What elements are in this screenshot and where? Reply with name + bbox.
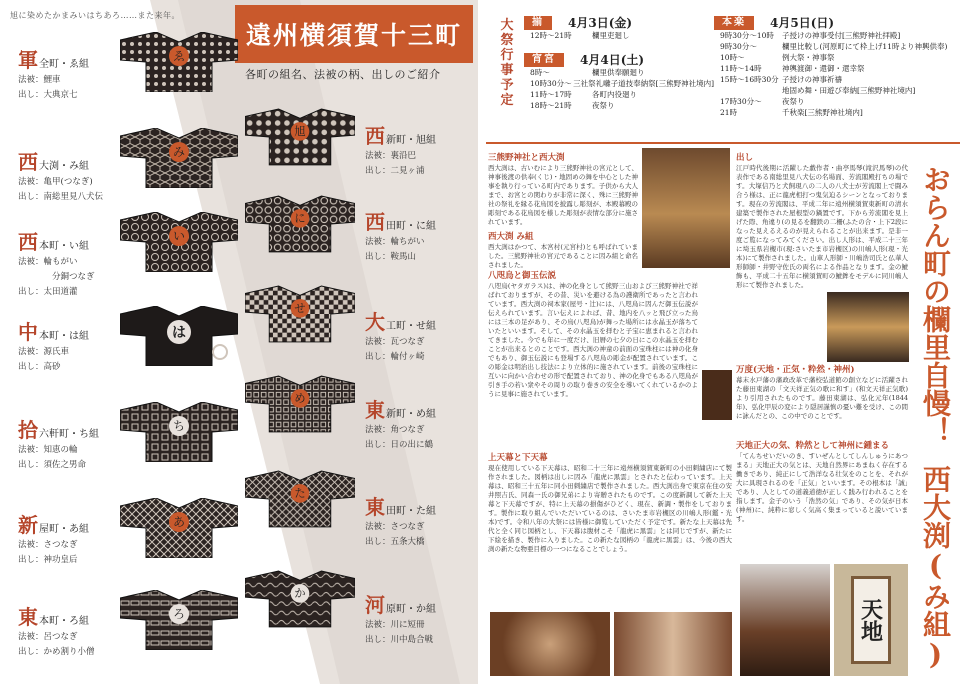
town-name: 大渕・み組 xyxy=(39,161,89,172)
dashi-name: 出し：日の出に鶴 xyxy=(365,440,434,450)
crest-char: ろ xyxy=(172,607,186,621)
time: 10時30分〜 xyxy=(530,79,572,88)
happi-coat-icon xyxy=(120,498,238,558)
town-entry xyxy=(18,322,89,372)
schedule-row xyxy=(524,67,714,78)
schedule-row xyxy=(714,85,960,96)
happi-pattern: 法被：瓦つなぎ xyxy=(365,337,425,347)
town-initial: 新 xyxy=(18,513,38,537)
town-name: 新町・旭組 xyxy=(386,135,436,146)
town-entry xyxy=(18,607,95,657)
section-text: 幕末水戸藩の藩政改革で藩校弘道館の創立などに活躍された藤田東湖の「文天祥正気の歌に和す」(和文天祥正気歌)より引用されたものです。藤田東湖は、弘化元年(1844年)、弘化甲辰の変により隠居謹慎の憂い難を受け、この間に詠んだとの、この中でのことです。 xyxy=(736,376,908,420)
town-entry xyxy=(18,50,89,100)
happi-pattern: 法被：知恵の輪 xyxy=(18,445,78,455)
event: 欄里吏廻し xyxy=(592,31,630,40)
happi-coat-icon xyxy=(245,375,355,433)
day-date: 4月3日(金) xyxy=(568,16,633,30)
dashi-name: 出し：かめ割り小僧 xyxy=(18,647,95,657)
crest-char: た xyxy=(294,487,306,501)
dashi-name: 出し：川中島合戦 xyxy=(365,635,434,645)
town-name: 本町・ろ組 xyxy=(39,616,89,627)
event: 子授けの神事祈禱 xyxy=(782,75,842,84)
schedule-row xyxy=(524,30,704,41)
town-entry xyxy=(18,420,99,470)
town-entry xyxy=(365,126,436,176)
section-text: 八咫烏(ヤタガラス)は、神の化身として熊野三山および三熊野神社で祥ばれておりますが、その昔、災いを避ける為の護衛所であったと言われています。西大渕の祠本家(屋号・辻)には、八咫烏に因んだ御玉伝説が伝えられています。言い伝えによれば、昔、地内を八ッと飛び立った鳥には三本の足があり、その鳥(八咫烏)が舞った場所には水晶玉が落ちていたといいます。そして、その水晶玉を拝むと子宝に恵まれると言われてきました。今でも年に一度だけ、旧暦の七夕の日にこの水晶玉を拝むことが出来るとのことです。西大渕の神童の前面の宝珠柱には神の化身でもあり、御玉伝説にも登場する八咫烏の彫金が配置されています。この彫金は明治出し技法により立体的に施されています。前後の宝珠柱に互いに向かい合わせの形で配置されており、神の化身でもある八咫烏が引き手の若い衆やその周りの取り巻きの安全を導いてくれているかのように見事に施されています。 xyxy=(488,282,698,398)
happi-pattern-2: 分銅つなぎ xyxy=(52,272,95,282)
schedule-row xyxy=(524,100,714,111)
town-name: 新町・め組 xyxy=(386,409,436,420)
happi-pattern: 法被：さつなぎ xyxy=(18,540,78,550)
crest-char: せ xyxy=(294,302,306,316)
section-text: 江戸時代後期に活躍した戯作者・曲亭馬琴(滝沢馬琴)の代表作である南総里見八犬伝の名場面、芳流閣殿打ちの場です。大塚信乃と犬飼現八の二人の八犬士が芳流閣上で闘み合う様は、正に龍虎相打つ鬼気迫るシーンとなっております。現在の芳流閣は、平成二年に遠州横須賀東新町の清水建築で製作された屋根型の鍋置です。下から芳流閣を見上げた際、角違り(の見るを翻鉄の二柵(ふたの合・上下2段になった見えるえるのが見えられることが出来ます。是非一度ご覧になってみてください。出し人形は、平成二十三年に埼玉県岩槻市(現:さいたま市岩槻区)の川嶋人形(現・光本)にて製作されました。山車人形師・川嶋浩司氏と仏華人形師師・井野守佐氏の両名による作品となります。金の鯱飾も、平成二十五年に横須賀町の鯱鉾をモデルに同川嶋人形にて製作されました。 xyxy=(736,164,908,289)
town-initial: 拾 xyxy=(18,418,38,442)
happi-pattern: 法被：鯉車 xyxy=(18,75,61,85)
crest-char: い xyxy=(172,229,186,243)
schedule-row xyxy=(714,52,960,63)
crest-char: み xyxy=(172,145,186,159)
crest-char: ち xyxy=(172,419,186,433)
event: 千秋楽[三熊野神社境内] xyxy=(782,108,863,117)
festival-float-photo xyxy=(642,148,730,268)
town-entry xyxy=(18,515,89,565)
dashi-name: 出し：五条大橋 xyxy=(365,537,425,547)
dashi-name: 出し：鞍馬山 xyxy=(365,252,417,262)
dashi-name: 出し：高砂 xyxy=(18,362,61,372)
town-name: 田町・に組 xyxy=(386,221,436,232)
happi-pattern: 法被：川に短冊 xyxy=(365,620,425,630)
section-title: 西大渕 み組 xyxy=(488,232,534,242)
happi-pattern: 法被：さつなぎ xyxy=(365,522,425,532)
section-title: 出し xyxy=(736,153,754,163)
time xyxy=(714,85,782,96)
crest-char: に xyxy=(294,212,306,226)
time: 9時30分〜10時 xyxy=(720,31,774,40)
banner-kanji: 天地 xyxy=(851,576,891,664)
town-initial: 中 xyxy=(18,320,38,344)
crest-char: め xyxy=(294,392,306,406)
schedule-row xyxy=(714,107,960,118)
town-name: 六軒町・ち組 xyxy=(39,429,99,440)
town-name: 工町・せ組 xyxy=(386,321,436,332)
crest-char: ゑ xyxy=(172,49,186,63)
day-date: 4月5日(日) xyxy=(770,16,835,30)
schedule-row xyxy=(714,63,960,74)
time: 11時〜17時 xyxy=(530,90,572,99)
schedule-row xyxy=(714,41,960,52)
town-name: 原町・か組 xyxy=(386,604,436,615)
happi-pattern: 法被：源氏車 xyxy=(18,347,70,357)
day-date: 4月4日(土) xyxy=(580,53,645,67)
town-name: 本町・い組 xyxy=(39,241,89,252)
day-tag: 本楽 xyxy=(714,16,754,30)
crest-char: あ xyxy=(172,515,186,529)
town-name: 全町・ゑ組 xyxy=(39,59,89,70)
town-name: 本町・は組 xyxy=(39,331,89,342)
happi-pattern: 法被：輪もがい xyxy=(18,257,78,267)
section-title: 三熊野神社と西大渕 xyxy=(488,153,565,163)
schedule-row xyxy=(714,30,960,41)
town-initial: 河 xyxy=(365,593,385,617)
event: 欄里比較し(河原町にて枠上げ11時より神興供奉) xyxy=(782,42,948,51)
crest-char: か xyxy=(294,587,306,601)
section-divider xyxy=(486,142,960,144)
schedule-label: 大祭行事予定 xyxy=(500,18,514,108)
town-initial: 西 xyxy=(365,210,385,234)
article-column-1 xyxy=(488,148,638,270)
happi-coat-icon xyxy=(120,32,238,92)
crest-char: 旭 xyxy=(294,125,306,139)
dashi-name: 出し：二見ヶ浦 xyxy=(365,166,425,176)
town-entry xyxy=(18,152,103,202)
float-photo xyxy=(740,564,830,676)
event: 夜祭り xyxy=(592,101,615,110)
intro-text: 旭に染めたかまみいはちあろ……また来年。 xyxy=(10,11,180,20)
happi-coat-icon xyxy=(245,108,355,166)
dashi-name: 出し：南総里見八犬伝 xyxy=(18,192,104,202)
town-initial: 東 xyxy=(365,495,385,519)
day-tag: 宵宮 xyxy=(524,53,564,67)
schedule-day3 xyxy=(714,15,960,118)
schedule-row xyxy=(524,89,714,100)
schedule-day1 xyxy=(524,15,704,41)
town-entry xyxy=(365,212,436,262)
town-initial: 大 xyxy=(365,310,385,334)
happi-pattern: 法被：呂つなぎ xyxy=(18,632,78,642)
section-title: 上天幕と下天幕 xyxy=(488,453,548,463)
curtain-photo-2 xyxy=(614,612,732,676)
time: 8時〜 xyxy=(530,68,550,77)
town-initial: 東 xyxy=(18,605,38,629)
town-name: 屋町・あ組 xyxy=(39,524,89,535)
time: 21時 xyxy=(720,108,738,117)
crest-char: は xyxy=(172,325,186,341)
banner-photo xyxy=(834,564,908,676)
time: 11時〜14時 xyxy=(720,64,762,73)
section-title: 八咫烏と御玉伝説 xyxy=(488,271,557,281)
section-text: 西大渕はかつて、本宮村(元宮村)とも呼ばれていました。三熊野神社の宮元であることに因み組と命名されました。 xyxy=(488,243,638,269)
time: 12時〜21時 xyxy=(530,31,572,40)
dashi-name: 出し：太田道灌 xyxy=(18,287,78,297)
schedule-row xyxy=(524,78,714,89)
happi-coat-icon xyxy=(245,470,355,528)
dashi-name: 出し：輪付ヶ崎 xyxy=(365,352,425,362)
time: 10時〜 xyxy=(720,53,745,62)
town-initial: 東 xyxy=(365,398,385,422)
left-page xyxy=(0,0,478,684)
article-column-3 xyxy=(488,448,732,590)
vertical-headline: おらん町の欄里自慢！ xyxy=(919,165,952,445)
day-tag: 揃 xyxy=(524,16,552,30)
happi-pattern: 法被：輪ちがい xyxy=(365,237,425,247)
section-title: 万度(天地・正気・粋然・神州) xyxy=(736,365,855,375)
town-entry xyxy=(365,497,436,547)
town-initial: 西 xyxy=(18,150,38,174)
town-initial: 軍 xyxy=(18,48,38,72)
crow-carving-photo xyxy=(702,370,732,420)
event: 子授けの神事受付[三熊野神社拝殿] xyxy=(782,31,901,40)
dashi-name: 出し：神功皇后 xyxy=(18,555,78,565)
schedule-row xyxy=(714,74,960,85)
time: 15時〜16時30分 xyxy=(720,75,779,84)
happi-coat-icon xyxy=(245,285,355,343)
happi-coat-icon xyxy=(120,306,238,366)
vertical-subheadline: 西大渕(み組) xyxy=(919,464,952,671)
dashi-name: 出し：須佐之男命 xyxy=(18,460,87,470)
event: 地固め舞・田遊び奉納[三熊野神社境内] xyxy=(782,86,916,95)
happi-pattern: 法被：角つなぎ xyxy=(365,425,425,435)
happi-coat-icon xyxy=(245,195,355,253)
page-title: 遠州横須賀十三町 xyxy=(235,5,473,63)
event: 例大祭・神事祭 xyxy=(782,53,835,62)
happi-pattern: 法被：亀甲(つなぎ) xyxy=(18,177,93,187)
section-title: 天地正大の気、粋然として神州に鍾まる xyxy=(736,441,890,451)
town-entry xyxy=(365,595,436,645)
article-column-2 xyxy=(488,266,698,454)
town-initial: 西 xyxy=(365,124,385,148)
happi-coat-icon xyxy=(120,212,238,272)
happi-coat-icon xyxy=(245,570,355,628)
event: 欄里供奉願廻り xyxy=(592,68,645,77)
dashi-name: 出し：大典京七 xyxy=(18,90,78,100)
schedule-row xyxy=(714,96,960,107)
schedule-day2 xyxy=(524,52,714,111)
town-entry xyxy=(365,312,436,362)
event: 各町内役廻り xyxy=(592,90,637,99)
time: 18時〜21時 xyxy=(530,101,572,110)
happi-coat-icon xyxy=(120,590,238,650)
time: 9時30分〜 xyxy=(720,42,757,51)
happi-pattern: 法被：裏沿巴 xyxy=(365,151,417,161)
section-text: 西大渕は、古いむにより三熊野神社の宮元として、神事後渡の供奉(くじ)・地固めの舞を中心とした神事を執り行っている町内であります。子供から大人まで、お宮との関わりが非常に深く、殊に三熊野神社の祭礼を縁る花鳥図を披露し彫刻が、本殿幕殿の彫刻である花鳥図を様した彫刻が表情な部分に施されています。 xyxy=(488,164,638,226)
section-text: 現在使用している下天幕は、昭和二十三年に遠州横須賀東新町の小田刺繍店にて製作されました。図柄は出しに因み「龍虎に黒雲」とされたと伝わっています。上天幕は、昭和三十五年に同小田刺繍店で製作されました。西大渕出身で東京在住の安井照吉氏、同森一氏の御兄弟により寄贈されたものです。この度新調して新た上天幕と下天幕ですが、特に上天幕の損傷がひどく、現在、新調・製作をしております。製作に取り組んでいただいているのは、さいたま市岩槻区の川嶋人形(鑑・光本)です。令和八年の大祭には皆様に御覧していただく予定です。新たな上天幕は先代と全く同じ図柄とし、下天幕は腹材こそ「龍虎に黒雲」とは同じですが、新たに下絵を描き、製作に入りました。この新たな図柄の「龍虎に黒雲」は、今後の西大渕の新たな物亜目標の一つになることでしょう。 xyxy=(488,464,732,553)
time: 17時30分〜 xyxy=(720,97,762,106)
dashi-doll-photo xyxy=(827,292,909,362)
curtain-photo-1 xyxy=(490,612,610,676)
page-subtitle: 各町の組名、法被の柄、出しのご紹介 xyxy=(245,68,441,81)
town-initial: 西 xyxy=(18,230,38,254)
event: 夜祭り xyxy=(782,97,805,106)
town-entry xyxy=(365,400,436,450)
happi-coat-icon xyxy=(120,128,238,188)
town-entry xyxy=(18,232,95,297)
event: 神輿渡御・還御・還幸祭 xyxy=(782,64,865,73)
section-text: 「てんちせいだいのき、すいぜんとしてしんしゅうにあつまる」天地正大の気とは、天地自然界にあまねく存在する働きであり、純正にして浩洋なる壮気をのことを、それが大に具現されるのを「正気」といいます。その根本は「誠」であり、人としての道義道徳が正しく践み行われることを指します。金子のいう「浩然の気」であり、その気が日本(神州)に、純粋に窓しく気高く集まっていると説いています。 xyxy=(736,452,908,523)
town-name: 田町・た組 xyxy=(386,506,436,517)
event: 三社祭礼囃子道技奉納祭[三熊野神社境内] xyxy=(573,79,714,88)
right-page xyxy=(482,0,962,684)
happi-coat-icon xyxy=(120,402,238,462)
